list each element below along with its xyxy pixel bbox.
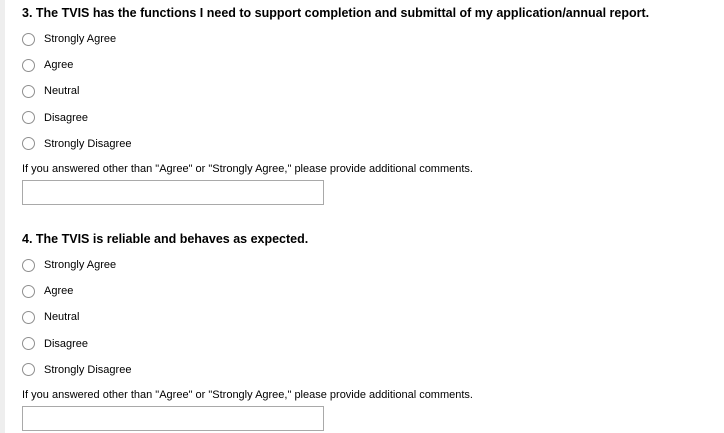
option-agree[interactable] bbox=[22, 278, 712, 304]
radio-button[interactable] bbox=[22, 363, 35, 376]
option-label: Strongly Disagree bbox=[44, 363, 132, 376]
comment-input[interactable] bbox=[22, 406, 324, 431]
comment-prompt: If you answered other than "Agree" or "Strongly Agree," please provide additional comments. bbox=[22, 162, 473, 175]
comment-input[interactable] bbox=[22, 180, 324, 205]
option-label: Agree bbox=[44, 59, 74, 72]
radio-button[interactable] bbox=[22, 33, 35, 46]
radio-button[interactable] bbox=[22, 285, 35, 298]
option-label: Strongly Disagree bbox=[44, 137, 132, 150]
radio-button[interactable] bbox=[22, 337, 35, 350]
option-label: Disagree bbox=[44, 111, 89, 124]
radio-button[interactable] bbox=[22, 311, 35, 324]
option-strongly-disagree[interactable] bbox=[22, 357, 712, 383]
option-disagree[interactable] bbox=[22, 105, 712, 131]
question-title: 4. The TVIS is reliable and behaves as expected. bbox=[22, 232, 309, 246]
option-disagree[interactable] bbox=[22, 331, 712, 357]
question-title: 3. The TVIS has the functions I need to support completion and submittal of my application/annual report. bbox=[22, 6, 650, 20]
question-4 bbox=[22, 226, 712, 431]
radio-button[interactable] bbox=[22, 259, 35, 272]
option-label: Agree bbox=[44, 285, 74, 298]
radio-button[interactable] bbox=[22, 137, 35, 150]
option-neutral[interactable] bbox=[22, 304, 712, 330]
left-margin-bar bbox=[0, 0, 5, 433]
option-label: Neutral bbox=[44, 311, 80, 324]
option-label: Strongly Agree bbox=[44, 259, 117, 272]
option-strongly-disagree[interactable] bbox=[22, 131, 712, 157]
option-label: Disagree bbox=[44, 337, 89, 350]
question-3 bbox=[22, 0, 712, 205]
option-strongly-agree[interactable] bbox=[22, 26, 712, 52]
option-label: Neutral bbox=[44, 85, 80, 98]
option-strongly-agree[interactable] bbox=[22, 252, 712, 278]
option-neutral[interactable] bbox=[22, 78, 712, 104]
comment-prompt: If you answered other than "Agree" or "Strongly Agree," please provide additional comments. bbox=[22, 388, 473, 401]
radio-button[interactable] bbox=[22, 85, 35, 98]
option-label: Strongly Agree bbox=[44, 33, 117, 46]
radio-button[interactable] bbox=[22, 59, 35, 72]
option-agree[interactable] bbox=[22, 52, 712, 78]
radio-button[interactable] bbox=[22, 111, 35, 124]
